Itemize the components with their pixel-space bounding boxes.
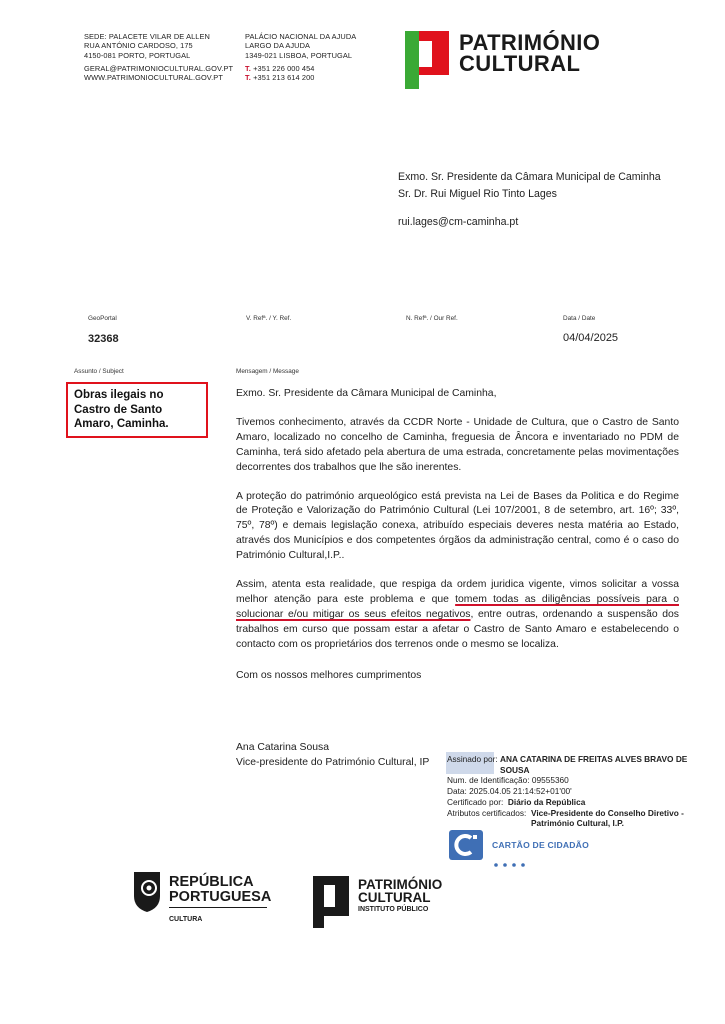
header-email[interactable]: GERAL@PATRIMONIOCULTURAL.GOV.PT bbox=[84, 63, 234, 73]
date-label: Data / Date bbox=[563, 315, 596, 322]
footer-patrimonio-logo-icon bbox=[313, 876, 349, 928]
header-phone-1: T. +351 226 000 454 bbox=[245, 63, 315, 73]
closing-line: Com os nossos melhores cumprimentos bbox=[236, 670, 422, 681]
highlighted-request: tomem todas as diligências possíveis para o solucionar e/ou mitigar os seus efeitos negativos bbox=[236, 593, 679, 620]
footer-instituto-publico: INSTITUTO PÚBLICO bbox=[358, 906, 429, 913]
message-body bbox=[236, 387, 679, 653]
patrimonio-cultural-logo-icon bbox=[405, 31, 449, 89]
subject-box: Obras ilegais no Castro de Santo Amaro, Caminha. bbox=[66, 382, 208, 438]
message-greeting: Exmo. Sr. Presidente da Câmara Municipal de Caminha, bbox=[236, 388, 497, 399]
signatory-role: Vice-presidente do Património Cultural, IP bbox=[236, 757, 430, 768]
header-phone-2: T. +351 213 614 200 bbox=[245, 73, 315, 83]
message-paragraph-2: A proteção do património arqueológico está prevista na Lei de Bases da Politica e do Regime de Proteção e Valorização do Património Cultural (Lei 107/2001, 8 de setembro, art. 16º; 33º, 75º, 78º) e demais legislação conexa, atribuído especiais deveres nesta matéria ao Estado, através dos Municípios e dos competentes órgãos da administração central, como é o caso do Património Cultural,I.P.. bbox=[236, 490, 679, 562]
cartao-cidadao-icon bbox=[449, 830, 483, 860]
your-ref-label: V. Refª. / Y. Ref. bbox=[246, 315, 292, 322]
message-paragraph-1: Tivemos conhecimento, através da CCDR Norte - Unidade de Cultura, que o Castro de Santo Amaro, localizado no concelho de Caminha, freguesia de Âncora e inventariado no PDM de Caminha, terá sido afetado pela abertura de uma estrada, concretamente pelas movimentações decorrentes dos trabalhos que lhe são inerentes. bbox=[236, 416, 679, 473]
signed-by-name: ANA CATARINA DE FREITAS ALVES BRAVO DE SOUSA bbox=[500, 754, 688, 775]
header-website[interactable]: WWW.PATRIMONIOCULTURAL.GOV.PT bbox=[84, 73, 223, 83]
recipient-email[interactable]: rui.lages@cm-caminha.pt bbox=[398, 216, 519, 228]
recipient-name: Sr. Dr. Rui Miguel Rio Tinto Lages bbox=[398, 187, 557, 200]
cartao-dots-icon bbox=[494, 854, 534, 858]
message-paragraph-3: Assim, atenta esta realidade, que respiga da ordem juridica vigente, vimos solicitar a vossa melhor atenção para este problema e que tomem todas as diligências possíveis para o solucionar e/ou mitigar os seus efeitos negativos, entre outras, ordenando a suspensão dos trabalhos em curso que possam estar a afetar o Castro de Santo Amaro e estabelecendo o contacto com os proprietários dos terrenos onde o mesmo se localiza. bbox=[236, 579, 679, 650]
date-value: 04/04/2025 bbox=[563, 332, 619, 344]
header-logo-text: PATRIMÓNIO CULTURAL bbox=[459, 30, 601, 76]
message-label: Mensagem / Message bbox=[236, 368, 299, 375]
header-address-porto: SEDE: PALACETE VILAR DE ALLEN RUA ANTÓNIO CARDOSO, 175 4150-081 PORTO, PORTUGAL GERAL@PATRIMONIOCULTURAL.GOV.PT WWW.PATRIMONIOCULTURAL.GOV.PT bbox=[84, 32, 234, 83]
republica-portuguesa-text: REPÚBLICA PORTUGUESA bbox=[169, 874, 272, 905]
footer-divider bbox=[169, 907, 267, 908]
republica-portuguesa-emblem-icon bbox=[134, 872, 160, 912]
header-address-lisboa: PALÁCIO NACIONAL DA AJUDA LARGO DA AJUDA 1349-021 LISBOA, PORTUGAL T. +351 226 000 454 T. +351 213 614 200 bbox=[245, 32, 357, 83]
digital-signature-block: Assinado por: ANA CATARINA DE FREITAS ALVES BRAVO DE SOUSA Num. de Identificação: 09555360 Data: 2025.04.05 21:14:52+01'00' Certificado por: Diário da República Atributos certificados: Vice-Presidente do Conselho Diretivo - Património Cultural, I.P. bbox=[447, 754, 721, 829]
subject-label: Assunto / Subject bbox=[74, 368, 124, 375]
republica-cultura-label: CULTURA bbox=[169, 916, 203, 923]
our-ref-label: N. Refª. / Our Ref. bbox=[406, 315, 458, 322]
signatory-name: Ana Catarina Sousa bbox=[236, 742, 329, 753]
recipient-title: Exmo. Sr. Presidente da Câmara Municipal de Caminha bbox=[398, 171, 661, 183]
geoportal-value: 32368 bbox=[88, 333, 119, 345]
footer-patrimonio-text: PATRIMÓNIO CULTURAL bbox=[358, 877, 443, 905]
recipient-block bbox=[398, 169, 661, 231]
cartao-cidadao-label: CARTÃO DE CIDADÃO bbox=[492, 840, 589, 850]
geoportal-label: GeoPortal bbox=[88, 315, 117, 322]
signatory-block bbox=[236, 740, 429, 770]
